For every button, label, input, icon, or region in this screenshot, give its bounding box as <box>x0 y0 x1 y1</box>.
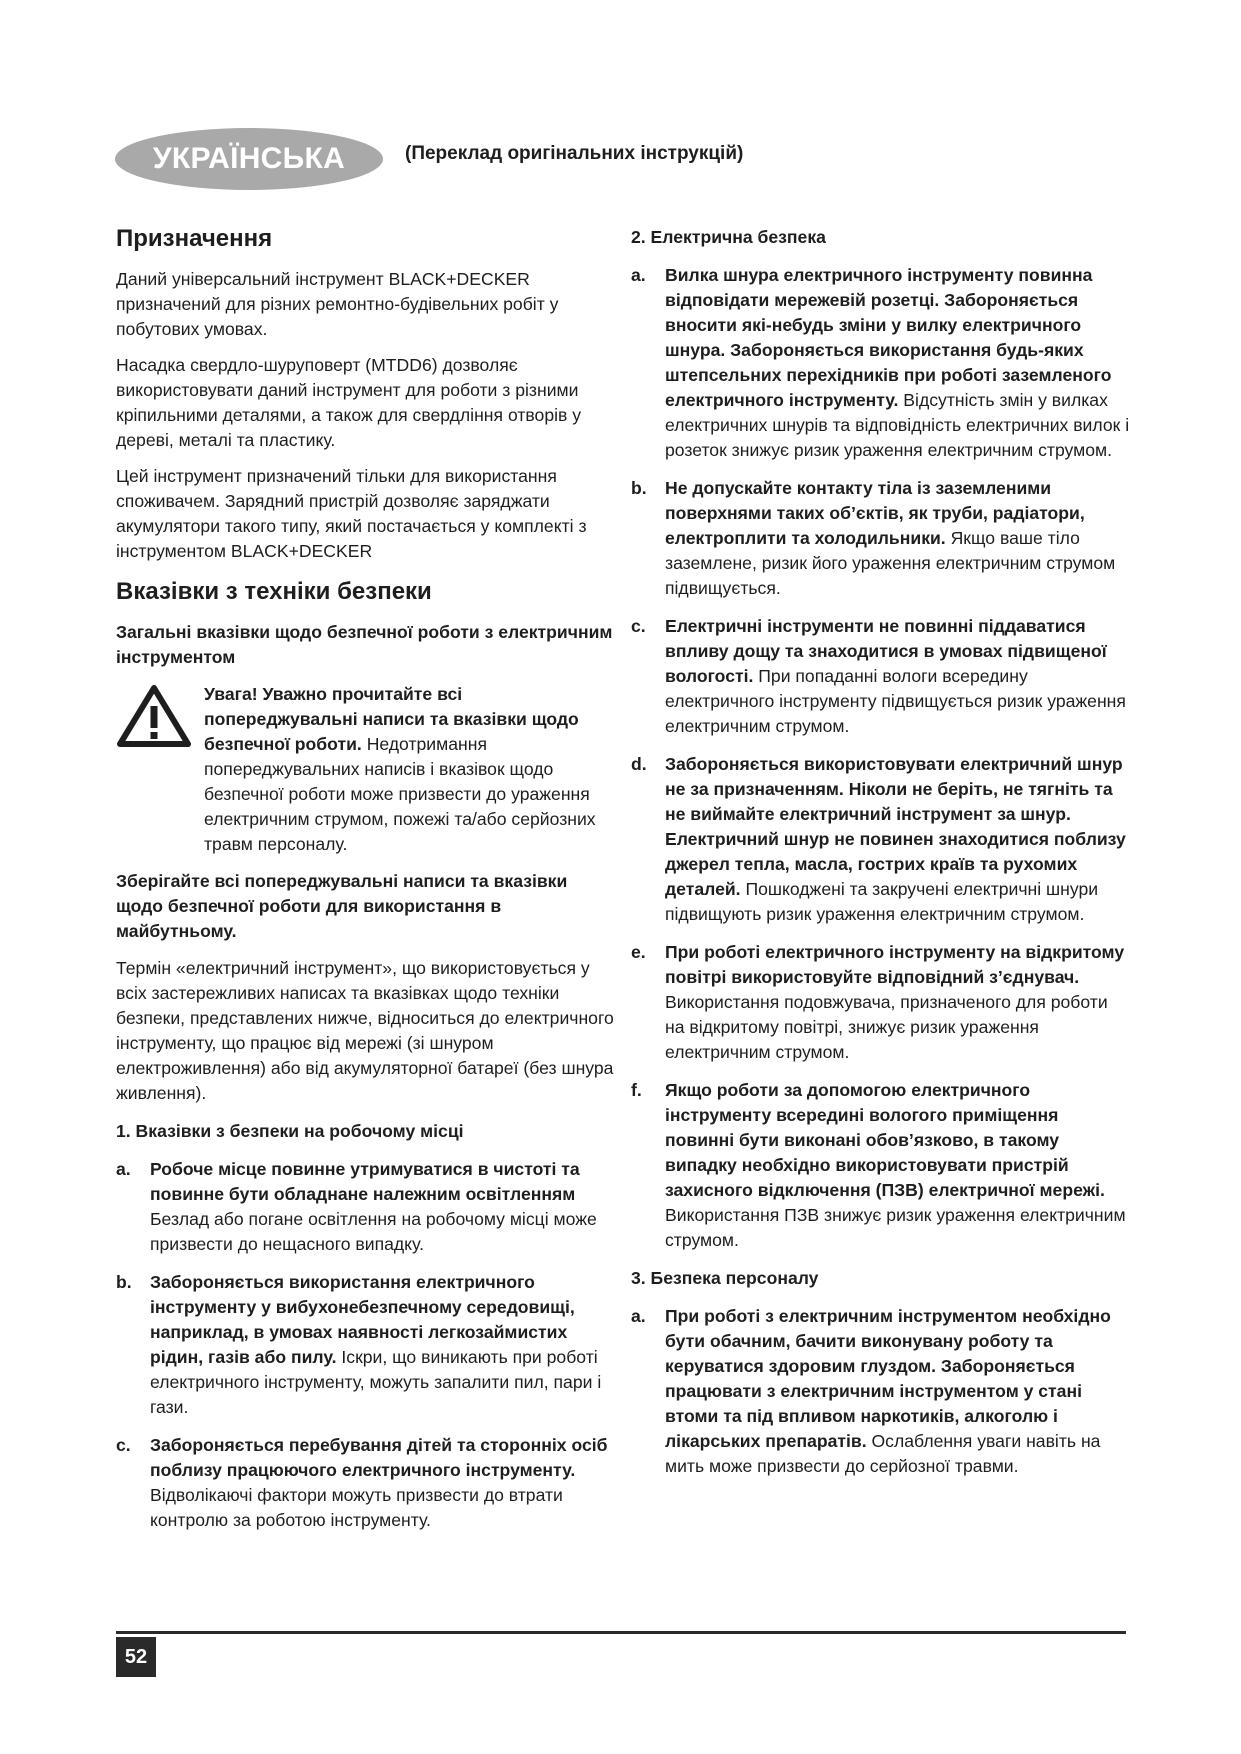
section-1-heading: 1. Вказівки з безпеки на робочому місці <box>116 1121 464 1141</box>
footer-divider <box>116 1631 1126 1634</box>
warning-bold: Увага! Уважно прочитайте всі попереджувальні написи та вказівки щодо безпечної роботи. <box>204 684 579 754</box>
warning-text: Недотримання попереджувальних написів і вказівок щодо безпечної роботи може призвести до ураження електричним струмом, пожежі та/або серйозних травм персоналу. <box>204 734 596 854</box>
list-item: b. Не допускайте контакту тіла із заземленими поверхнями таких об’єктів, як труби, радіатори, електроплити та холодильники. Якщо ваше тіло заземлене, ризик його ураження електричним струмом підвищується. <box>631 478 1116 598</box>
general-heading: Загальні вказівки щодо безпечної роботи з електричним інструментом <box>116 622 613 667</box>
list-item: a. Вилка шнура електричного інструменту повинна відповідати мережевій розетці. Забороняється вносити які-небудь зміни у вилку електричного шнура. Забороняється використання будь-яких штепсельних перехідників при роботі заземленого електричного інструменту. Відсутність змін у вилках електричних шнурів та відповідність електричних вилок і розеток знижує ризик ураження електричним струмом. <box>631 265 1130 460</box>
warning-block <box>116 682 616 857</box>
term-paragraph: Термін «електричний інструмент», що використовується у всіх застережливих написах та вказівках щодо техніки безпеки, представлених нижче, відноситься до електричного інструменту, що працює від мережі (зі шнуром електроживлення) або від акумуляторної батареї (без шнура живлення). <box>116 958 614 1103</box>
purpose-title: Призначення <box>116 225 273 252</box>
translation-subtitle: (Переклад оригінальних інструкцій) <box>405 143 744 164</box>
language-badge <box>115 128 383 190</box>
left-column <box>116 225 616 1533</box>
list-item: d. Забороняється використовувати електричний шнур не за призначенням. Ніколи не беріть, не тягніть та не виймайте електричний інструмент за шнур. Електричний шнур не повинен знаходитися поблизу джерел тепла, масла, гострих країв та рухомих деталей. Пошкоджені та закручені електричні шнури підвищують ризик ураження електричним струмом. <box>631 754 1126 924</box>
list-item: c. Електричні інструменти не повинні піддаватися впливу дощу та знаходитися в умовах підвищеної вологості. При попаданні вологи всередину електричного інструменту підвищується ризик ураження електричним струмом. <box>631 616 1126 736</box>
language-label: УКРАЇНСЬКА <box>152 142 346 175</box>
purpose-paragraph-3: Цей інструмент призначений тільки для використання споживачем. Зарядний пристрій дозволяє заряджати акумулятори такого типу, який постачається у комплекті з інструментом BLACK+DECKER <box>116 466 587 561</box>
purpose-paragraph-2: Насадка свердло-шуруповерт (MTDD6) дозволяє використовувати даний інструмент для роботи з різними кріпильними деталями, а також для свердління отворів у дереві, металі та пластику. <box>116 355 582 450</box>
list-item: b. Забороняється використання електричного інструменту у вибухонебезпечному середовищі, наприклад, в умовах наявності легкозаймистих рідин, газів або пилу. Іскри, що виникають при роботі електричного інструменту, можуть запалити пил, пари і гази. <box>116 1272 602 1417</box>
purpose-paragraph-1: Даний універсальний інструмент BLACK+DECKER призначений для різних ремонтно-будівельних робіт у побутових умовах. <box>116 269 559 339</box>
list-item: a. При роботі з електричним інструментом необхідно бути обачним, бачити виконувану роботу та керуватися здоровим глуздом. Забороняється працювати з електричним інструментом у стані втоми та під впливом наркотиків, алкоголю і лікарських препаратів. Ослаблення уваги навіть на мить може призвести до серйозної травми. <box>631 1306 1111 1476</box>
keep-heading: Зберігайте всі попереджувальні написи та вказівки щодо безпечної роботи для використання в майбутньому. <box>116 871 568 941</box>
right-column <box>631 225 1131 1479</box>
safety-title: Вказівки з техніки безпеки <box>116 578 432 605</box>
section-2-heading: 2. Електрична безпека <box>631 227 826 247</box>
list-item: a. Робоче місце повинне утримуватися в чистоті та повинне бути обладнане належним освітленням Безлад або погане освітлення на робочому місці може призвести до нещасного випадку. <box>116 1159 597 1254</box>
page-number-box <box>116 1637 156 1677</box>
list-item: f. Якщо роботи за допомогою електричного інструменту всередині вологого приміщення повинні бути виконані обов’язково, в такому випадку необхідно використовувати пристрій захисного відключення (ПЗВ) електричної мережі. Використання ПЗВ знижує ризик ураження електричним струмом. <box>631 1080 1126 1250</box>
list-item: e. При роботі електричного інструменту на відкритому повітрі використовуйте відповідний з’єднувач. Використання подовжувача, призначеного для роботи на відкритому повітрі, знижує ризик ураження електричним струмом. <box>631 942 1125 1062</box>
page-number: 52 <box>124 1645 148 1668</box>
warning-triangle-icon <box>116 684 192 748</box>
section-3-heading: 3. Безпека персоналу <box>631 1268 819 1288</box>
list-item: c. Забороняється перебування дітей та сторонніх осіб поблизу працюючого електричного інструменту. Відволікаючі фактори можуть призвести до втрати контролю за роботою інструменту. <box>116 1435 608 1530</box>
